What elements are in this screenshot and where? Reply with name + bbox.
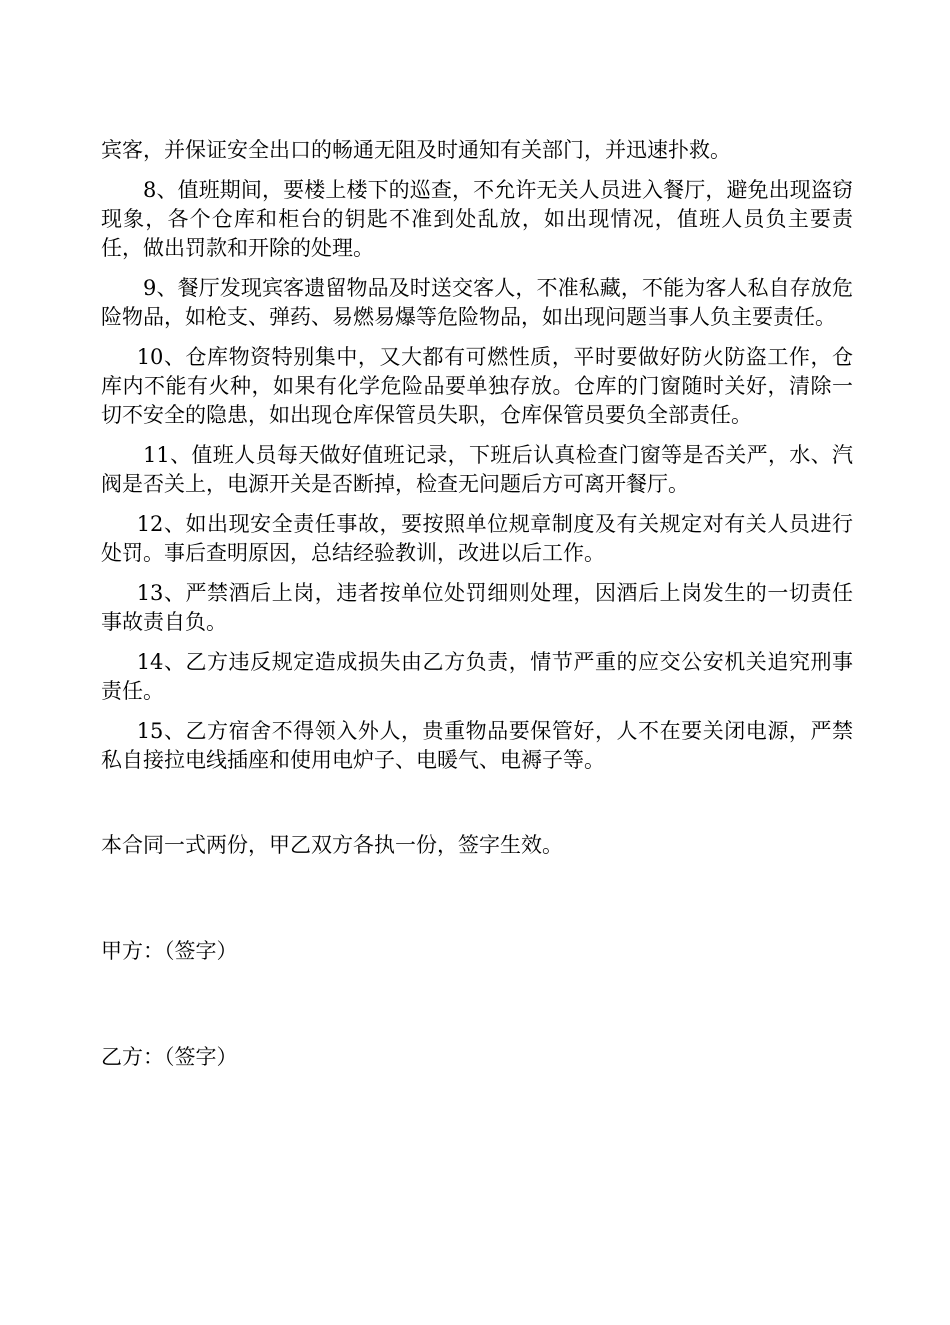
clause-14: 14、乙方违反规定造成损失由乙方负责，情节严重的应交公安机关追究刑事责任。 [101,650,853,703]
closing-statement: 本合同一式两份，甲乙双方各执一份，签字生效。 [101,833,563,857]
lead-line: 宾客，并保证安全出口的畅通无阻及时通知有关部门，并迅速扑救。 [101,138,731,162]
document-body [101,136,853,1072]
clause-15: 15、乙方宿舍不得领入外人，贵重物品要保管好，人不在要关闭电源，严禁私自接拉电线插座和使用电炉子、电暖气、电褥子等。 [101,719,853,772]
spacer [101,860,853,937]
party-a-signature: 甲方：（签字） [101,939,238,963]
clause-10: 10、仓库物资特别集中，又大都有可燃性质，平时要做好防火防盗工作，仓库内不能有火种，如果有化学危险品要单独存放。仓库的门窗随时关好，清除一切不安全的隐患，如出现仓库保管员失职，仓库保管员要负全部责任。 [101,345,853,427]
party-b-signature: 乙方：（签字） [101,1045,238,1069]
clause-12: 12、如出现安全责任事故，要按照单位规章制度及有关规定对有关人员进行处罚。事后查明原因，总结经验教训，改进以后工作。 [101,512,853,565]
spacer [101,786,853,831]
clause-13: 13、严禁酒后上岗，违者按单位处罚细则处理，因酒后上岗发生的一切责任事故责自负。 [101,581,853,634]
spacer [101,966,853,1043]
clause-11: 11、值班人员每天做好值班记录，下班后认真检查门窗等是否关严，水、汽阀是否关上，电源开关是否断掉，检查无问题后方可离开餐厅。 [101,443,853,496]
clause-8: 8、值班期间，要楼上楼下的巡查，不允许无关人员进入餐厅，避免出现盗窃现象，各个仓库和柜台的钥匙不准到处乱放，如出现情况，值班人员负主要责任，做出罚款和开除的处理。 [101,178,853,260]
clause-9: 9、餐厅发现宾客遗留物品及时送交客人，不准私藏，不能为客人私自存放危险物品，如枪支、弹药、易燃易爆等危险物品，如出现问题当事人负主要责任。 [101,276,853,329]
